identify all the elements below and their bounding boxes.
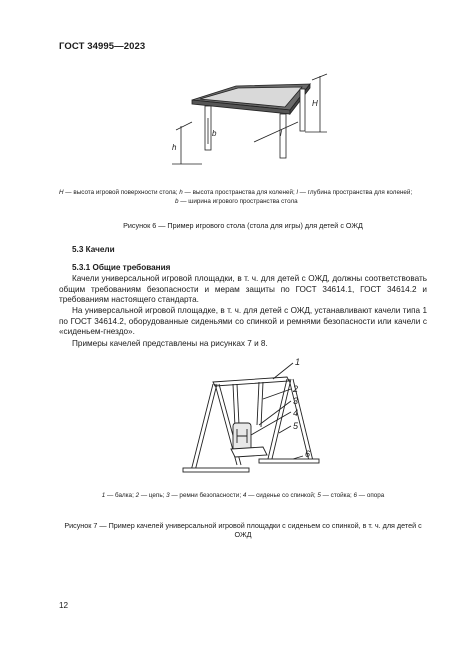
document-header: ГОСТ 34995—2023 [59, 41, 146, 52]
callout-4: 4 [293, 408, 299, 418]
figure7-legend: 1 — балка; 2 — цепь; 3 — ремни безопасности; 4 — сиденье со спинкой; 5 — стойка; 6 — опора [101, 492, 385, 499]
dim-label-b: b [212, 129, 217, 138]
callout-3: 3 [293, 396, 299, 406]
paragraph: Качели универсальной игровой площадки, в т. ч. для детей с ОЖД, должны соответствовать общим требованиям безопасности и мерам защиты по ГОСТ 34614.1, ГОСТ 34614.2 и требованиям настоящего стандарта. [59, 274, 427, 304]
dim-label-h: h [172, 143, 177, 152]
figure6-caption: Рисунок 6 — Пример игрового стола (стола для игры) для детей с ОЖД [123, 221, 363, 230]
paragraph: На универсальной игровой площадке, в т. ч. для детей с ОЖД, устанавливают качели типа 1 по ГОСТ 34614.2, оборудованные сиденьями со спинкой и ремнями безопасности или качели с «сиденьем-гнездо». [59, 306, 427, 336]
callout-6: 6 [305, 449, 311, 459]
page-number: 12 [59, 601, 69, 610]
subsection-heading: 5.3.1 Общие требования [72, 263, 171, 272]
callout-5: 5 [293, 421, 299, 431]
section-heading: 5.3 Качели [72, 245, 115, 254]
paragraph: Примеры качелей представлены на рисунках 7 и 8. [72, 339, 268, 348]
dim-label-l: l [280, 129, 282, 138]
figure6-legend: H — высота игровой поверхности стола; h — высота пространства для коленей; l — глубина пространства для коленей; b — ширина игрового пространства стола [59, 189, 413, 205]
swing-figure [175, 355, 325, 485]
callout-1: 1 [295, 357, 301, 367]
dim-label-H: H [312, 99, 318, 108]
figure7-caption: Рисунок 7 — Пример качелей универсальной игровой площадки с сиденьем со спинкой, в т. ч. для детей с ОЖД [64, 521, 422, 539]
callout-2: 2 [293, 384, 299, 394]
game-table-figure [162, 66, 347, 184]
